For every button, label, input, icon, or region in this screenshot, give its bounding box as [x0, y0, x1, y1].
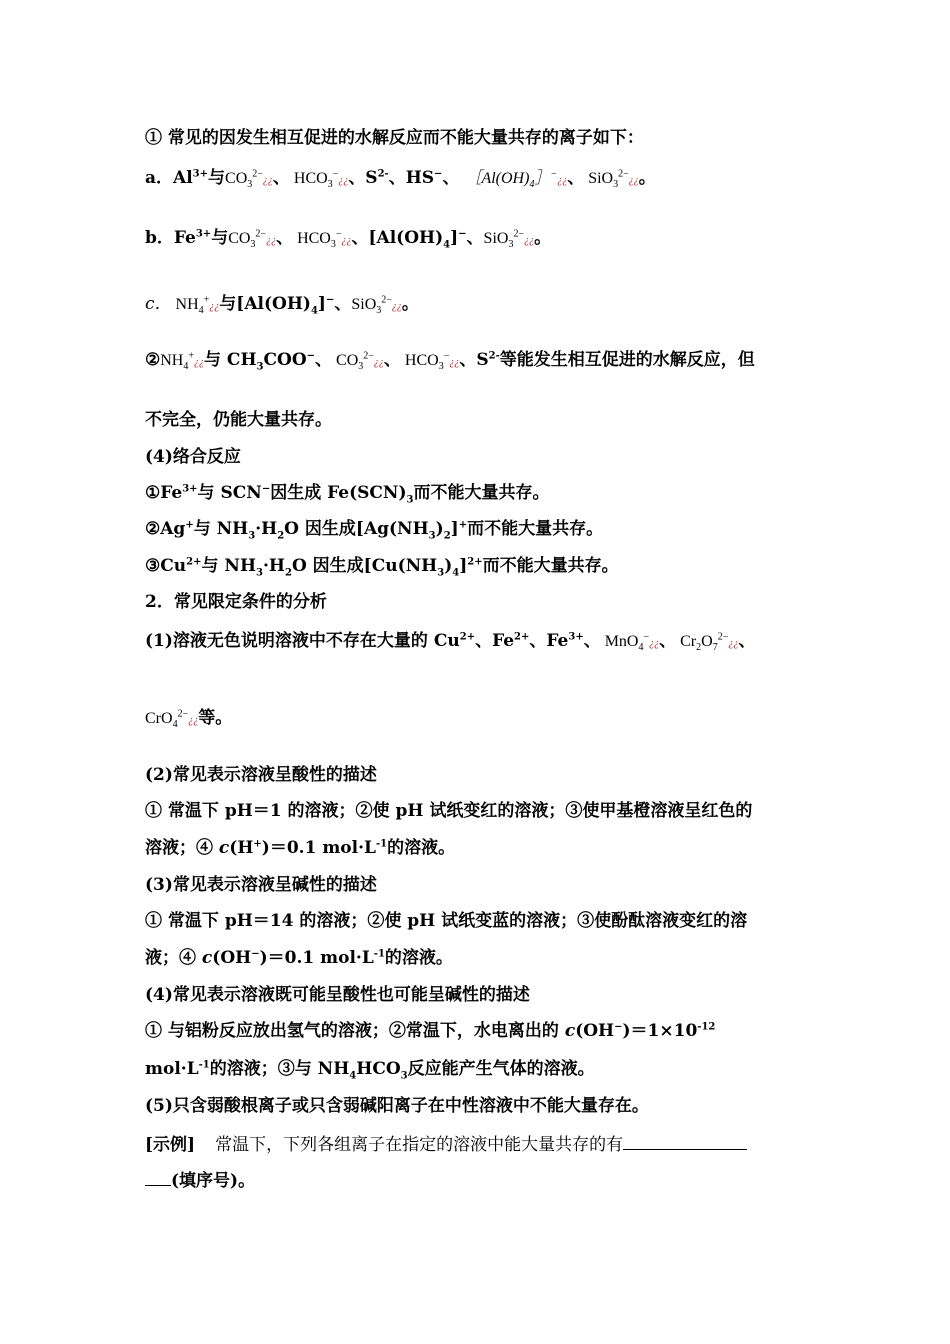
text: 与 — [208, 168, 226, 188]
line-example-end — [145, 1169, 255, 1191]
text: 溶液；④ — [145, 838, 219, 858]
line-either-2: $mol\cdot L^{-1}$的溶液；③与 $NH_4HCO_3$反应能产生气体的溶液。 — [145, 1059, 595, 1082]
text: 与 NH — [201, 556, 257, 576]
line-nh4-ch3coo: $②NH_4^+¿¿$与 $CH_3COO^-$、 $CO_3^{2-}¿¿$、 $HCO_3^-¿¿$、$S^{2-}$等能发生相互促进的水解反应，但 — [145, 350, 755, 373]
line-neutral — [145, 1096, 649, 1116]
text: 而不能大量共存。 — [413, 483, 550, 503]
ion-cro4: CrO$_4^{2-}$¿¿ — [145, 708, 199, 731]
text: ①Fe — [145, 483, 183, 503]
line-either-1: ① 与铝粉反应放出氢气的溶液；②常温下，水电离出的 $c(OH^-)=1\times 10^{-12}$ — [145, 1021, 716, 1041]
text: (5)只含弱酸根离子或只含弱碱阳离子在中性溶液中不能大量存在。 — [145, 1096, 649, 1116]
example-label: [示例] — [145, 1135, 196, 1155]
text: 而不能大量共存。 — [482, 556, 619, 576]
heading-basic — [145, 875, 377, 895]
line-b-fe3: b．$Fe^{3+}$与$CO_3^{2-}¿¿$、 $HCO_3^-¿¿$、$[Al(OH)_4]^-$、SiO$_3^{2-}$¿¿。 — [145, 228, 552, 251]
text: c． — [145, 294, 172, 314]
heading-complexation — [145, 447, 241, 467]
text: 等能发生相互促进的水解反应，但 — [499, 350, 755, 370]
text: O 因生成[Ag(NH — [284, 519, 429, 539]
text: a．Al — [145, 168, 193, 188]
text: ① 常温下 pH＝14 的溶液；②使 pH 试纸变蓝的溶液；③使酚酞溶液变红的溶 — [145, 911, 748, 931]
text: ① 常温下 pH＝1 的溶液；②使 pH 试纸变红的溶液；③使甲基橙溶液呈红色的 — [145, 801, 753, 821]
ion-co3: $CO_3^{2-}¿¿$ — [225, 168, 273, 191]
ion-aloh4: $[Al(OH)_4]^-¿¿$ — [465, 168, 568, 191]
line-hydrolysis-intro — [145, 128, 644, 148]
ion-hco3: $HCO_3^-¿¿$ — [404, 350, 460, 373]
ion-co3: $CO_3^{2-}¿¿$ — [228, 228, 277, 251]
text: ① 常见的因发生相互促进的水解反应而不能大量共存的离子如下： — [145, 128, 644, 148]
line-c-nh4: c． $NH_4^+¿¿$与$[Al(OH)_4]^-$、SiO$_3^{2-}$¿¿。 — [145, 294, 419, 317]
line-example — [145, 1133, 747, 1155]
line-basic-2: 液；④ c(OH−)＝0.1 $mol\cdot L^{-1}$的溶液。 — [145, 948, 453, 968]
ion-nh4: $NH_4^+¿¿$ — [175, 294, 220, 317]
text: 液；④ — [145, 948, 202, 968]
line-fe-scn: $①Fe^{3+}$与 SCN−因生成 $Fe(SCN)_3$而不能大量共存。 — [145, 483, 550, 506]
answer-blank-cont[interactable] — [145, 1169, 171, 1186]
ion-sio3: SiO$_3^{2-}$¿¿ — [588, 168, 639, 191]
text: ① 与铝粉反应放出氢气的溶液；②常温下，水电离出的 — [145, 1021, 565, 1041]
text: ②Ag — [145, 519, 186, 539]
line-colorless: (1)溶液无色说明溶液中不存在大量的 $Cu^{2+}$、$Fe^{2+}$、$Fe^{3+}$、 MnO$_4$−¿¿、 $Cr_2O_7^{2-}¿¿$、 — [145, 631, 756, 654]
text: (4)常见表示溶液既可能呈酸性也可能呈碱性的描述 — [145, 985, 530, 1005]
section-heading-conditions — [145, 592, 327, 612]
text: 2．常见限定条件的分析 — [145, 592, 327, 612]
text: 、Fe — [475, 631, 515, 651]
text: 与 CH — [204, 350, 257, 370]
text: 与 NH — [193, 519, 249, 539]
text: 、S — [348, 168, 378, 188]
text: (填序号)。 — [171, 1171, 256, 1191]
ion-cr2o7: $Cr_2O_7^{2-}¿¿$ — [680, 631, 739, 654]
text: (3)常见表示溶液呈碱性的描述 — [145, 875, 377, 895]
text: 等。 — [198, 708, 233, 728]
line-acidic-2: 溶液；④ c(H+)＝0.1 $mol\cdot L^{-1}$的溶液。 — [145, 838, 456, 858]
text: COO — [263, 350, 307, 370]
text: 常温下，下列各组离子在指定的溶液中能大量共存的有 — [215, 1135, 624, 1155]
ion-sio3: SiO$_3^{2-}$¿¿ — [483, 228, 535, 251]
answer-blank[interactable] — [623, 1133, 747, 1150]
ion-sio3: SiO$_3^{2-}$¿¿ — [351, 294, 402, 317]
ion-hco3: $HCO_3^-¿¿$ — [293, 168, 349, 191]
text: 与 — [211, 228, 229, 248]
text: ② — [145, 350, 161, 370]
line-cu-nh3: $③Cu^{2+}$与 $NH_3\cdot H_2O$ 因生成$[Cu(NH_3)_4]^{2+}$而不能大量共存。 — [145, 556, 619, 579]
heading-either — [145, 985, 530, 1005]
text: ③Cu — [145, 556, 187, 576]
text: (2)常见表示溶液呈酸性的描述 — [145, 765, 377, 785]
text: (1)溶液无色说明溶液中不存在大量的 Cu — [145, 631, 460, 651]
line-cro4 — [145, 708, 232, 731]
text: b．Fe — [145, 228, 196, 248]
text: [Al(OH) — [368, 228, 444, 248]
ion-co3: $CO_3^{2-}¿¿$ — [336, 350, 384, 373]
text: mol·L — [145, 1059, 199, 1079]
line-acidic-1 — [145, 801, 752, 821]
ion-hco3: $HCO_3^-¿¿$ — [297, 228, 352, 251]
text: 、HS — [388, 168, 435, 188]
text: O 因生成[Cu(NH — [291, 556, 438, 576]
text: (4)络合反应 — [145, 447, 241, 467]
line-basic-1 — [145, 911, 747, 931]
line-incomplete — [145, 410, 332, 430]
text: 不完全，仍能大量共存。 — [145, 410, 332, 430]
ion-mno4: MnO$_4$−¿¿ — [604, 631, 660, 654]
line-a-al3: a．$Al^{3+}$与$CO_3^{2-}¿¿$、 $HCO_3^-¿¿$、$S^{2-}$、HS−、 $[Al(OH)_4]^-¿¿$、 SiO$_3^{2-}$¿¿。 — [145, 168, 656, 191]
text: ·H — [262, 556, 285, 576]
text: 、Fe — [529, 631, 569, 651]
text: 与 SCN — [197, 483, 262, 503]
line-ag-nh3: ②Ag+与 $NH_3\cdot H_2O$ 因生成$[Ag(NH_3)_2]^+$而不能大量共存。 — [145, 519, 604, 542]
text: ·H — [255, 519, 278, 539]
text: 与[Al(OH) — [219, 294, 311, 314]
charge: 3+ — [192, 168, 209, 180]
heading-acidic — [145, 765, 377, 785]
ion-nh4: $NH_4^+¿¿$ — [160, 350, 204, 373]
text: 而不能大量共存。 — [467, 519, 604, 539]
text: 因生成 Fe(SCN) — [270, 483, 407, 503]
